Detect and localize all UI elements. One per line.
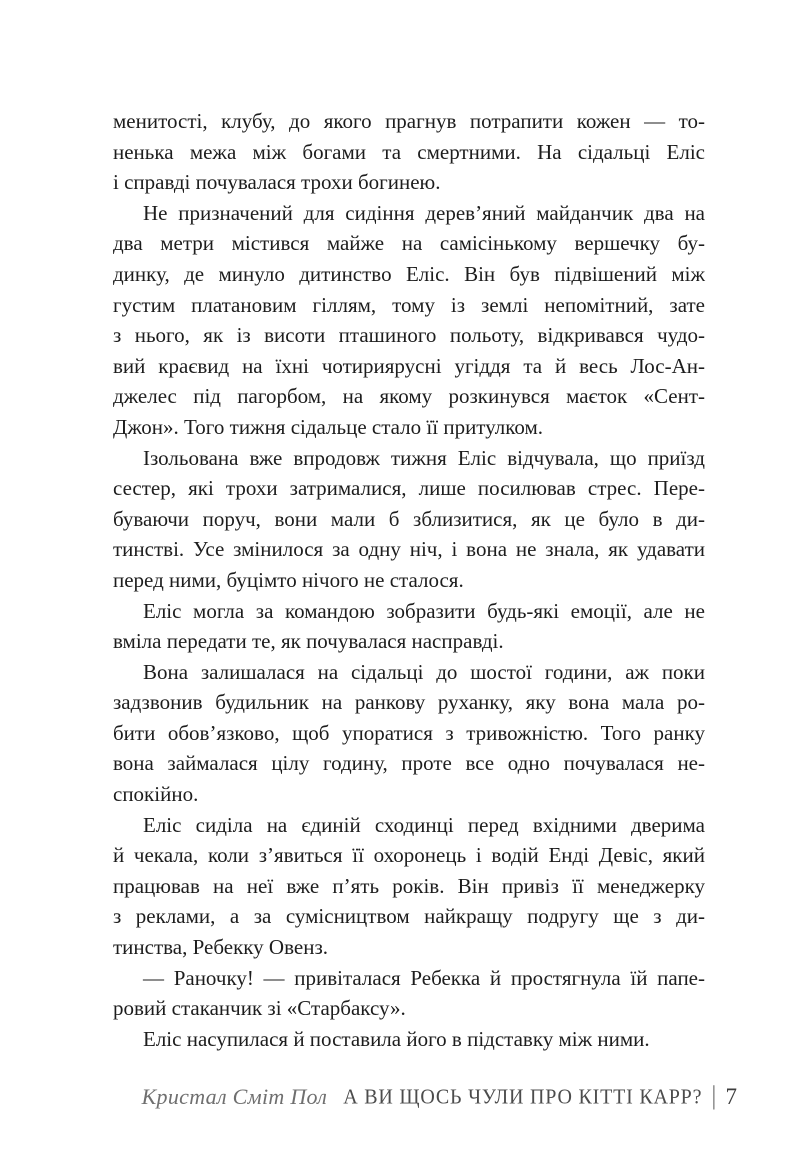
text-line: Не призначений для сидіння дерев’яний майданчик два на: [143, 200, 705, 225]
text-line: вона займалася цілу годину, проте все одно почувалася не-: [113, 751, 705, 776]
text-line: Еліс сиділа на єдиній сходинці перед вхідними дверима: [143, 812, 705, 837]
text-line: спокійно.: [113, 782, 199, 807]
text-line: тинства, Ребекку Овенз.: [113, 935, 328, 960]
text-line: з реклами, а за сумісництвом найкращу подругу ще з ди-: [113, 904, 705, 929]
text-line: вміла передати те, як почувалася насправді.: [113, 629, 504, 654]
text-line: Вона залишалася на сідальці до шостої години, аж поки: [143, 659, 705, 684]
text-line: бити обов’язково, щоб упоратися з тривожністю. Того ранку: [113, 720, 705, 745]
page-footer: [142, 1081, 737, 1111]
text-line: сестер, які трохи затрималися, лише посилював стрес. Пере-: [113, 476, 705, 501]
footer-book-title: А ВИ ЩОСЬ ЧУЛИ ПРО КІТТІ КАРР?: [343, 1085, 703, 1109]
text-line: вий краєвид на їхні чотириярусні угіддя та й весь Лос-Ан-: [113, 353, 705, 378]
page-number: 7: [725, 1084, 737, 1109]
text-line: Джон». Того тижня сідальце стало її притулком.: [113, 414, 544, 439]
text-line: джелес під пагорбом, на якому розкинувся маєток «Сент-: [113, 384, 705, 409]
text-line: й чекала, коли з’явиться її охоронець і водій Енді Девіс, який: [113, 843, 705, 868]
text-line: Еліс насупилася й поставила його в підставку між ними.: [143, 1026, 650, 1051]
text-line: динку, де минуло дитинство Еліс. Він був підвішений між: [113, 261, 705, 286]
footer-author: Кристал Сміт Пол: [141, 1084, 328, 1109]
text-line: ненька межа між богами та смертними. На сідальці Еліс: [113, 139, 705, 164]
text-line: два метри містився майже на самісінькому вершечку бу-: [113, 231, 705, 256]
text-line: буваючи поруч, вони мали б зблизитися, як це було в ди-: [113, 506, 705, 531]
text-line: менитості, клубу, до якого прагнув потрапити кожен — то-: [113, 109, 705, 133]
text-line: Ізольована вже впродовж тижня Еліс відчувала, що приїзд: [143, 445, 705, 470]
page-text: [113, 106, 705, 1054]
text-line: працював на неї вже п’ять років. Він привіз її менеджерку: [113, 873, 705, 898]
text-line: ровий стаканчик зі «Старбаксу».: [113, 996, 406, 1021]
footer-separator: |: [711, 1081, 717, 1110]
text-line: Еліс могла за командою зобразити будь-які емоції, але не: [143, 598, 705, 623]
text-line: задзвонив будильник на ранкову руханку, яку вона мала ро-: [113, 690, 705, 715]
text-line: густим платановим гіллям, тому із землі непомітний, зате: [113, 292, 705, 317]
text-line: — Раночку! — привіталася Ребекка й простягнула їй папе-: [143, 965, 705, 990]
text-line: тинстві. Усе змінилося за одну ніч, і вона не знала, як удавати: [113, 537, 705, 562]
text-line: з нього, як із висоти пташиного польоту, відкривався чудо-: [113, 323, 705, 348]
text-line: і справді почувалася трохи богинею.: [113, 170, 441, 195]
text-line: перед ними, буцімто нічого не сталося.: [113, 567, 464, 592]
